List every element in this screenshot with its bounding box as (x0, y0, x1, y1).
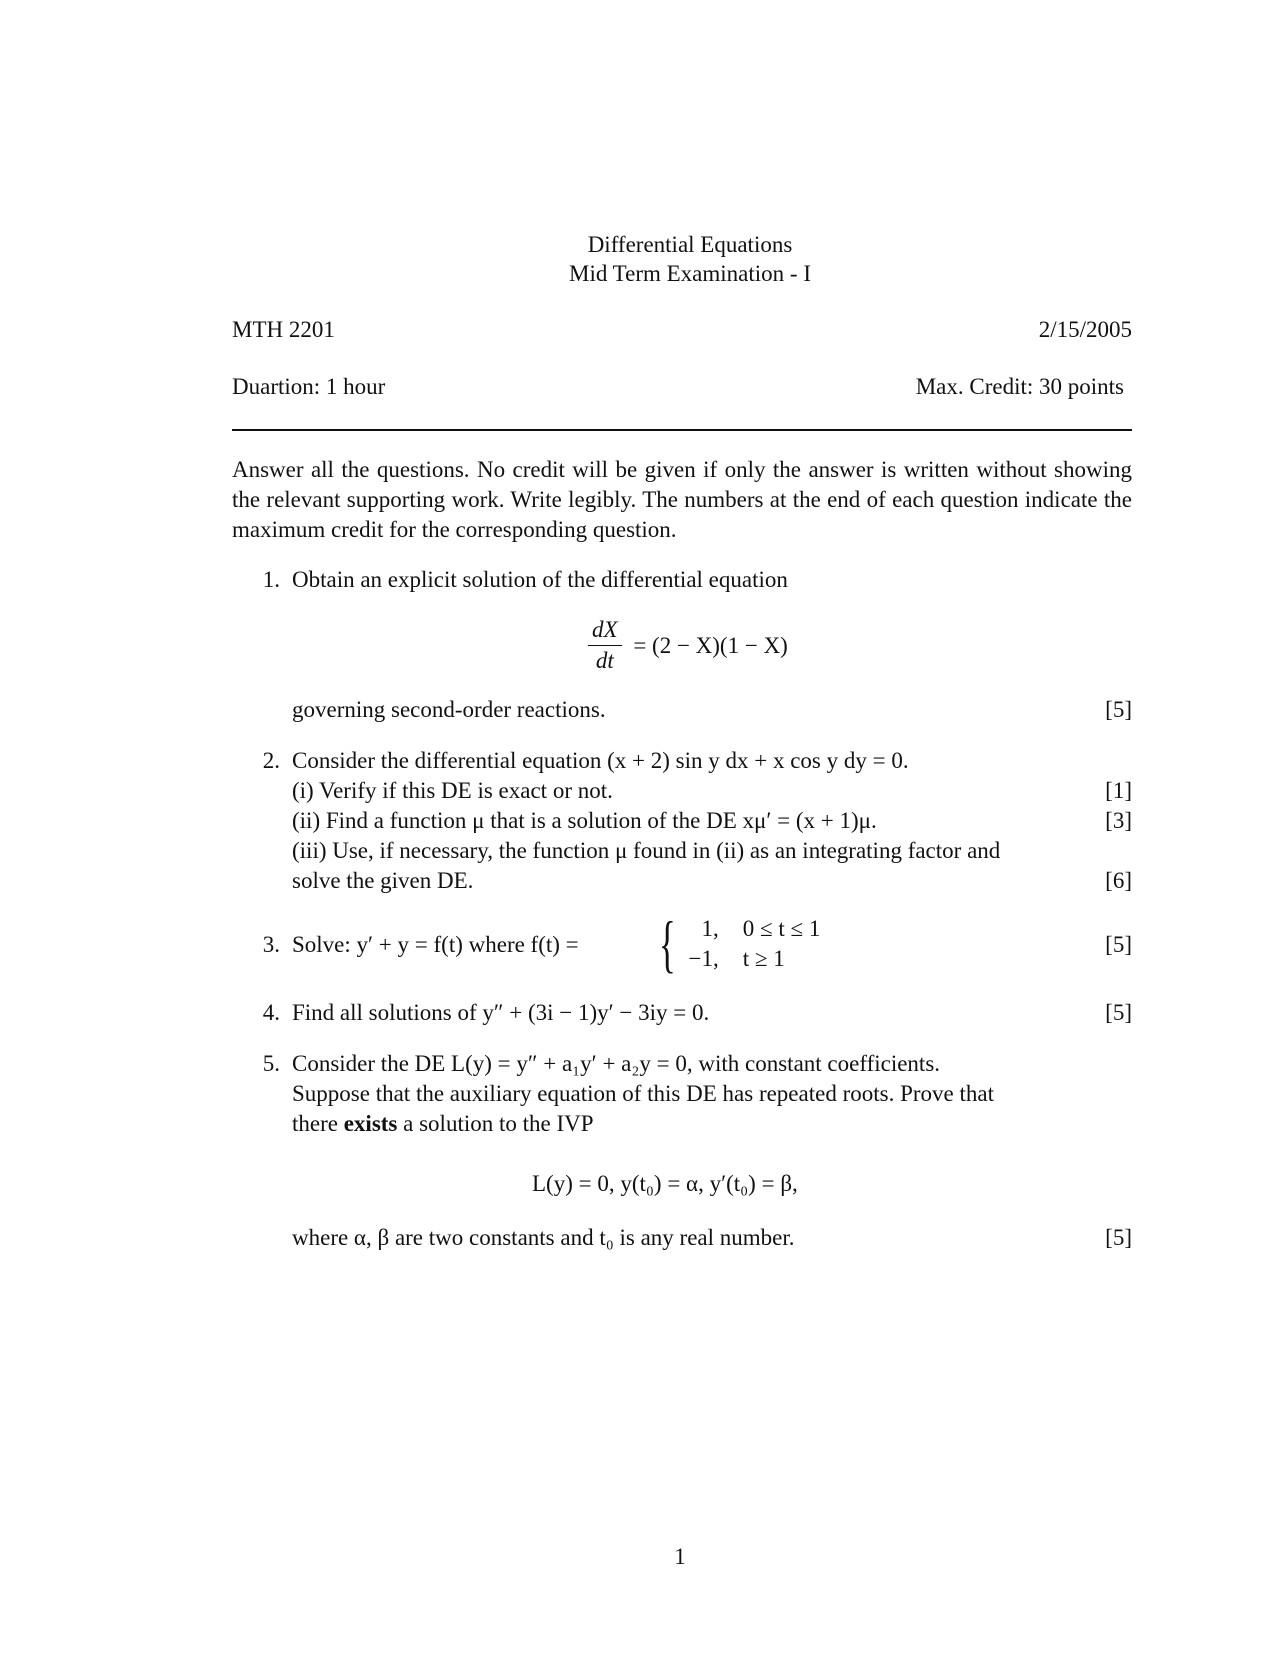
q4-text: Find all solutions of y″ + (3i − 1)y′ − 3iy = 0. (292, 1000, 710, 1025)
q3-cases (652, 908, 830, 979)
q5-line2: Suppose that the auxiliary equation of this DE has repeated roots. Prove that (292, 1081, 994, 1106)
q2-part3a: (iii) Use, if necessary, the function μ found in (ii) as an integrating factor and (292, 838, 1001, 863)
q5-line3-post: a solution to the IVP (403, 1111, 594, 1136)
exam-duration: Duartion: 1 hour (232, 374, 386, 399)
q2-part2: (ii) Find a function μ that is a solution of the DE xμ′ = (x + 1)μ. (292, 808, 877, 833)
q2-part1: (i) Verify if this DE is exact or not. (292, 778, 613, 803)
q5-line3-pre: there (292, 1111, 338, 1136)
q1-tail: governing second-order reactions. (292, 697, 606, 722)
q3-brace: { (658, 908, 676, 979)
q2-part3b: solve the given DE. (292, 868, 474, 893)
q1-eq-numerator: dX (588, 615, 622, 646)
q1-eq-rhs: = (2 − X)(1 − X) (633, 632, 788, 658)
q2-text: Consider the differential equation (x + 2) sin y dx + x cos y dy = 0. (292, 748, 909, 773)
q5-mark: [5] (1105, 1225, 1132, 1250)
header-divider (232, 429, 1132, 431)
q1-eq-denominator: dt (595, 648, 614, 673)
instructions: Answer all the questions. No credit will be given if only the answer is written without showing the relevant supporting work. Write legibly. The numbers at the end of each question indicate the maximum credit for the corresponding question. (232, 457, 1132, 542)
q3-case-row (688, 914, 830, 944)
q3-mark: [5] (1105, 932, 1132, 957)
q2-mark3: [6] (1105, 868, 1132, 893)
q1-equation (588, 615, 788, 676)
q2-mark2: [3] (1105, 808, 1132, 833)
course-code: MTH 2201 (232, 317, 335, 342)
exam-date: 2/15/2005 (1038, 317, 1132, 342)
exam-subtitle: Mid Term Examination - I (569, 261, 811, 286)
q4-number: 4. (262, 1000, 280, 1025)
q3-case-row (688, 944, 830, 974)
max-credit: Max. Credit: 30 points (915, 374, 1124, 399)
q5-line3-bold: exists (343, 1111, 398, 1136)
q3-case2-condition: t ≥ 1 (742, 946, 785, 971)
exam-title: Differential Equations (587, 232, 793, 257)
q1-mark: [5] (1105, 697, 1132, 722)
q2-number: 2. (262, 748, 280, 773)
q5-tail: where α, β are two constants and t₀ is any real number. (292, 1225, 795, 1250)
page-number: 1 (674, 1544, 686, 1569)
q1-fraction (588, 615, 622, 676)
q1-text: Obtain an explicit solution of the differential equation (292, 567, 788, 592)
q3-case2-value: −1, (688, 946, 719, 971)
q3-number: 3. (262, 932, 280, 957)
q3-case1-condition: 0 ≤ t ≤ 1 (742, 916, 821, 941)
q3-cases-table (688, 914, 830, 974)
q4-mark: [5] (1105, 1000, 1132, 1025)
q5-number: 5. (262, 1051, 280, 1076)
q1-number: 1. (262, 567, 280, 592)
q3-text: Solve: y′ + y = f(t) where f(t) = (292, 932, 579, 957)
q2-mark1: [1] (1105, 778, 1132, 803)
q3-case1-value: 1, (701, 916, 719, 941)
q5-line1: Consider the DE L(y) = y″ + a₁y′ + a₂y = 0, with constant coefficients. (292, 1051, 941, 1076)
q5-ivp: L(y) = 0, y(t₀) = α, y′(t₀) = β, (532, 1171, 798, 1196)
q5-line3 (292, 1109, 594, 1139)
